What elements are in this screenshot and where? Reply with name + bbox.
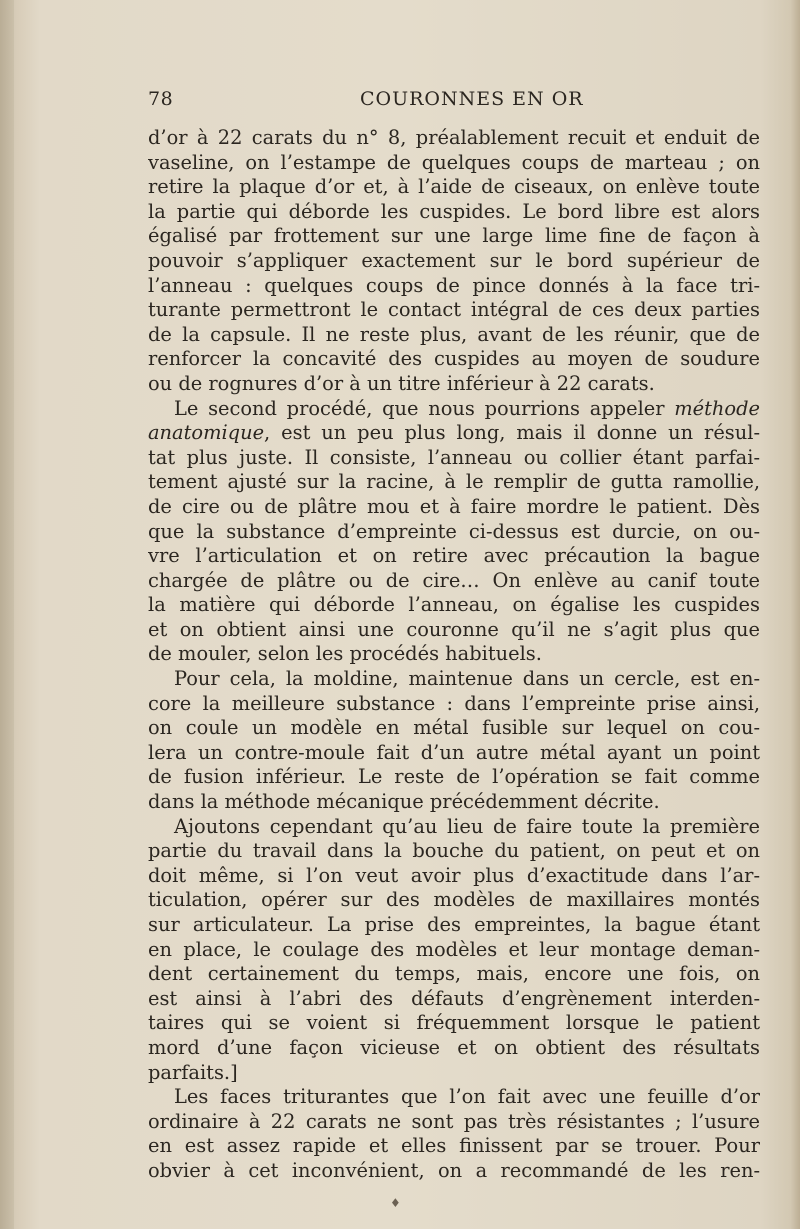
text-line: de mouler, selon les procédés habituels. — [148, 642, 542, 666]
text-line: ou de rognures d’or à un titre inférieur à 22 carats. — [148, 371, 655, 395]
text-line: Ajoutons cependant qu’au lieu de faire toute la première — [174, 814, 760, 838]
text-segment: Le second procédé, que nous pourrions appeler — [174, 396, 665, 420]
page-header — [148, 88, 760, 114]
text-line: retire la plaque d’or et, à l’aide de ciseaux, on enlève toute — [148, 175, 760, 199]
text-line: doit même, si l’on veut avoir plus d’exactitude dans l’ar- — [148, 863, 760, 887]
text-line: chargée de plâtre ou de cire… On enlève au canif toute — [148, 568, 760, 592]
text-line: turante permettront le contact intégral de ces deux parties — [148, 298, 760, 322]
text-line: on coule un modèle en métal fusible sur lequel on cou- — [148, 716, 760, 740]
text-line: la partie qui déborde les cuspides. Le bord libre est alors — [148, 199, 760, 223]
text-line: taires qui se voient si fréquemment lorsque le patient — [148, 1011, 760, 1035]
text-line: sur articulateur. La prise des empreintes, la bague étant — [148, 913, 760, 936]
text-line: la matière qui déborde l’anneau, on égalise les cuspides — [148, 593, 760, 617]
text-line: tement ajusté sur la racine, à le remplir de gutta ramollie, — [148, 470, 760, 494]
text-line: égalisé par frottement sur une large lime fine de façon à — [148, 224, 760, 248]
page-outer-edge — [790, 0, 800, 1229]
text-line: partie du travail dans la bouche du patient, on peut et on — [148, 839, 760, 863]
text-line: en est assez rapide et elles finissent par se trouer. Pour — [148, 1134, 760, 1158]
running-head: COURONNES EN OR — [360, 88, 584, 110]
text-line — [148, 397, 760, 422]
text-line: ordinaire à 22 carats ne sont pas très résistantes ; l’usure — [148, 1109, 760, 1133]
text-line: en place, le coulage des modèles et leur montage deman- — [148, 937, 760, 961]
text-line: renforcer la concavité des cuspides au moyen de soudure — [148, 347, 760, 371]
printer-mark: ♦ — [390, 1196, 401, 1210]
text-line: d’or à 22 carats du n° 8, préalablement recuit et enduit de — [148, 126, 760, 149]
text-line: dans la méthode mécanique précédemment décrite. — [148, 790, 660, 814]
text-line: parfaits.] — [148, 1060, 238, 1084]
text-line: de la capsule. Il ne reste plus, avant de les réunir, que de — [148, 322, 760, 346]
text-line: ticulation, opérer sur des modèles de maxillaires montés — [148, 888, 760, 912]
italic-term: méthode — [674, 396, 760, 420]
italic-term: anatomique — [148, 421, 265, 445]
text-line: lera un contre-moule fait d’un autre métal ayant un point — [148, 740, 760, 764]
text-line: obvier à cet inconvénient, on a recommandé de les ren- — [148, 1158, 760, 1182]
text-line: core la meilleure substance : dans l’empreinte prise ainsi, — [148, 691, 760, 715]
text-line: mord d’une façon vicieuse et on obtient des résultats — [148, 1035, 760, 1059]
text-line: et on obtient ainsi une couronne qu’il ne s’agit plus que — [148, 617, 760, 641]
text-line: tat plus juste. Il consiste, l’anneau ou collier étant parfai- — [148, 445, 760, 469]
text-line: vre l’articulation et on retire avec précaution la bague — [148, 544, 760, 568]
text-line: vaseline, on l’estampe de quelques coups de marteau ; on — [148, 150, 760, 174]
text-line: de fusion inférieur. Le reste de l’opération se fait comme — [148, 765, 760, 789]
text-line: que la substance d’empreinte ci-dessus est durcie, on ou- — [148, 519, 760, 543]
body-text — [148, 126, 760, 1184]
text-line — [148, 421, 760, 446]
text-line: dent certainement du temps, mais, encore une fois, on — [148, 962, 760, 986]
text-line: pouvoir s’appliquer exactement sur le bord supérieur de — [148, 248, 760, 272]
text-segment: , est un peu plus long, mais il donne un résul- — [264, 421, 760, 445]
text-line: Les faces triturantes que l’on fait avec une feuille d’or — [174, 1085, 760, 1109]
text-line: l’anneau : quelques coups de pince donnés à la face tri- — [148, 273, 760, 297]
text-line: est ainsi à l’abri des défauts d’engrènement interden- — [148, 986, 760, 1010]
text-line: de cire ou de plâtre mou et à faire mordre le patient. Dès — [148, 494, 760, 518]
page-number: 78 — [148, 88, 174, 110]
text-line: Pour cela, la moldine, maintenue dans un cercle, est en- — [174, 667, 760, 691]
page-binding-edge — [0, 0, 14, 1229]
